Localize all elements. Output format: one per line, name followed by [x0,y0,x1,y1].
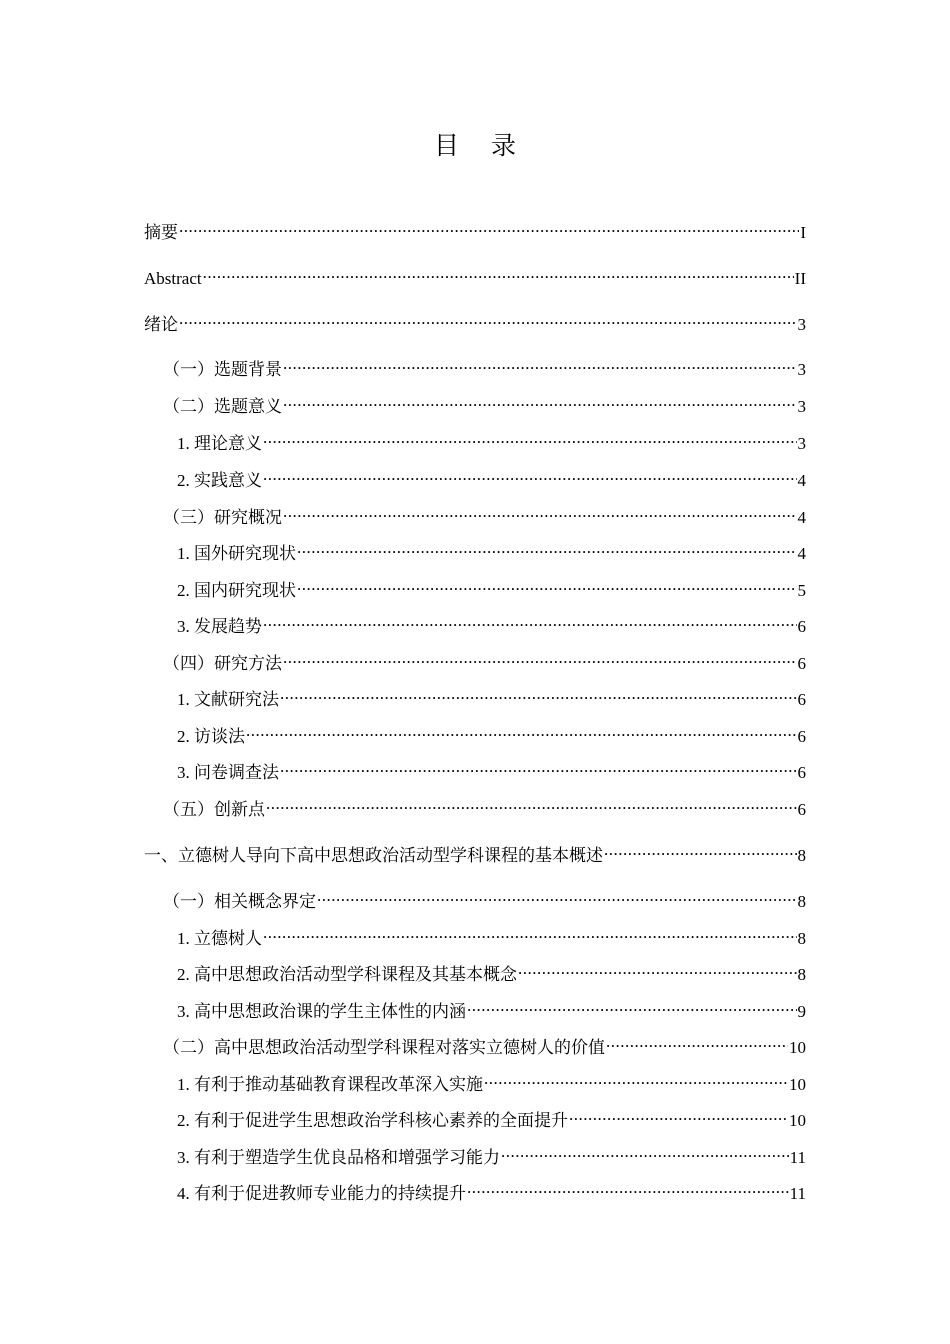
toc-entry-label: 摘要 [144,223,178,242]
toc-entry-label: 1. 立德树人 [177,929,262,948]
toc-entry-page: 8 [797,846,806,865]
dot-leader [317,885,797,907]
dot-leader [297,537,797,559]
dot-leader [283,390,797,412]
toc-entry-label: （一）相关概念界定 [163,892,316,911]
toc-entry[interactable] [163,390,806,418]
toc-entry[interactable] [163,885,806,913]
toc-entry[interactable] [177,756,806,784]
toc-entry[interactable] [177,958,806,986]
toc-entry-page: I [800,223,806,242]
dot-leader [179,308,797,330]
toc-entry[interactable] [163,1031,806,1059]
toc-entry[interactable] [177,464,806,492]
dot-leader [263,427,797,449]
toc-entry[interactable] [163,647,806,675]
dot-leader [246,720,797,742]
toc-entry-page: 3 [797,315,806,334]
toc-entry-label: Abstract [144,269,202,288]
toc-entry-page: 3 [797,360,806,379]
toc-entry-label: （二）选题意义 [163,397,282,416]
toc-entry[interactable] [163,793,806,821]
toc-entry-page: 11 [789,1148,806,1167]
dot-leader [501,1141,789,1163]
dot-leader [263,610,797,632]
toc-entry[interactable] [177,537,806,565]
toc-entry-page: 6 [797,763,806,782]
toc-entry-page: 9 [797,1002,806,1021]
dot-leader [283,501,797,523]
toc-entry-label: 2. 国内研究现状 [177,581,296,600]
toc-entry[interactable] [177,720,806,748]
toc-entry[interactable] [144,262,806,290]
toc-entry[interactable] [177,1068,806,1096]
toc-entry-page: 8 [797,892,806,911]
toc-entry-page: 6 [797,690,806,709]
dot-leader [283,353,797,375]
toc-entry-label: 4. 有利于促进教师专业能力的持续提升 [177,1184,466,1203]
toc-entry-label: 3. 有利于塑造学生优良品格和增强学习能力 [177,1148,500,1167]
toc-entry[interactable] [163,353,806,381]
toc-entry-label: 1. 文献研究法 [177,690,279,709]
dot-leader [297,574,797,596]
toc-title: 目 录 [434,131,528,160]
toc-entry[interactable] [177,427,806,455]
toc-entry-page: 10 [789,1075,806,1094]
toc-entry-label: 绪论 [144,315,178,334]
dot-leader [467,995,797,1017]
toc-entry-page: 3 [797,397,806,416]
toc-entry-page: 5 [797,581,806,600]
toc-entry[interactable] [144,216,806,244]
toc-entry-page: 3 [797,434,806,453]
dot-leader [280,756,797,778]
toc-entry-page: 8 [797,929,806,948]
toc-entry-label: 3. 发展趋势 [177,617,262,636]
toc-entry-page: 4 [797,544,806,563]
toc-entry-label: 2. 实践意义 [177,471,262,490]
toc-entry[interactable] [177,683,806,711]
toc-entry[interactable] [177,1104,806,1132]
dot-leader [569,1104,788,1126]
toc-entry-page: 4 [797,471,806,490]
toc-entry-page: 6 [797,617,806,636]
dot-leader [604,839,797,861]
toc-entry[interactable] [177,610,806,638]
toc-entry-label: 2. 高中思想政治活动型学科课程及其基本概念 [177,965,517,984]
toc-entry[interactable] [144,308,806,336]
toc-entry[interactable] [144,839,806,867]
toc-entry-label: 3. 问卷调查法 [177,763,279,782]
toc-entry-page: 8 [797,965,806,984]
toc-entry[interactable] [177,1177,806,1205]
toc-entry[interactable] [177,1141,806,1169]
toc-entry-label: 1. 有利于推动基础教育课程改革深入实施 [177,1075,483,1094]
toc-entry-page: 10 [789,1038,806,1057]
dot-leader [263,922,797,944]
toc-entry-page: 6 [797,800,806,819]
toc-entry[interactable] [177,922,806,950]
dot-leader [518,958,797,980]
toc-entry-label: 1. 国外研究现状 [177,544,296,563]
dot-leader [203,262,794,284]
toc-entry-label: 2. 有利于促进学生思想政治学科核心素养的全面提升 [177,1111,568,1130]
dot-leader [179,216,799,238]
dot-leader [606,1031,788,1053]
toc-entry-page: II [794,269,806,288]
toc-entry[interactable] [177,574,806,602]
dot-leader [484,1068,788,1090]
toc-entry-page: 11 [789,1184,806,1203]
toc-entry-label: 2. 访谈法 [177,727,245,746]
toc-entry-label: （四）研究方法 [163,654,282,673]
dot-leader [266,793,797,815]
dot-leader [280,683,797,705]
toc-entry-page: 4 [797,508,806,527]
dot-leader [467,1177,789,1199]
toc-entry-label: 一、立德树人导向下高中思想政治活动型学科课程的基本概述 [144,846,603,865]
toc-entry-label: （一）选题背景 [163,360,282,379]
toc-entry-label: 1. 理论意义 [177,434,262,453]
toc-entry-page: 10 [789,1111,806,1130]
dot-leader [283,647,797,669]
toc-entry-label: （五）创新点 [163,800,265,819]
toc-entry-label: （三）研究概况 [163,508,282,527]
toc-entry-label: 3. 高中思想政治课的学生主体性的内涵 [177,1002,466,1021]
toc-entry-page: 6 [797,654,806,673]
dot-leader [263,464,797,486]
toc-entry-label: （二）高中思想政治活动型学科课程对落实立德树人的价值 [163,1038,605,1057]
toc-entry[interactable] [163,501,806,529]
toc-entry-page: 6 [797,727,806,746]
toc-entry[interactable] [177,995,806,1023]
